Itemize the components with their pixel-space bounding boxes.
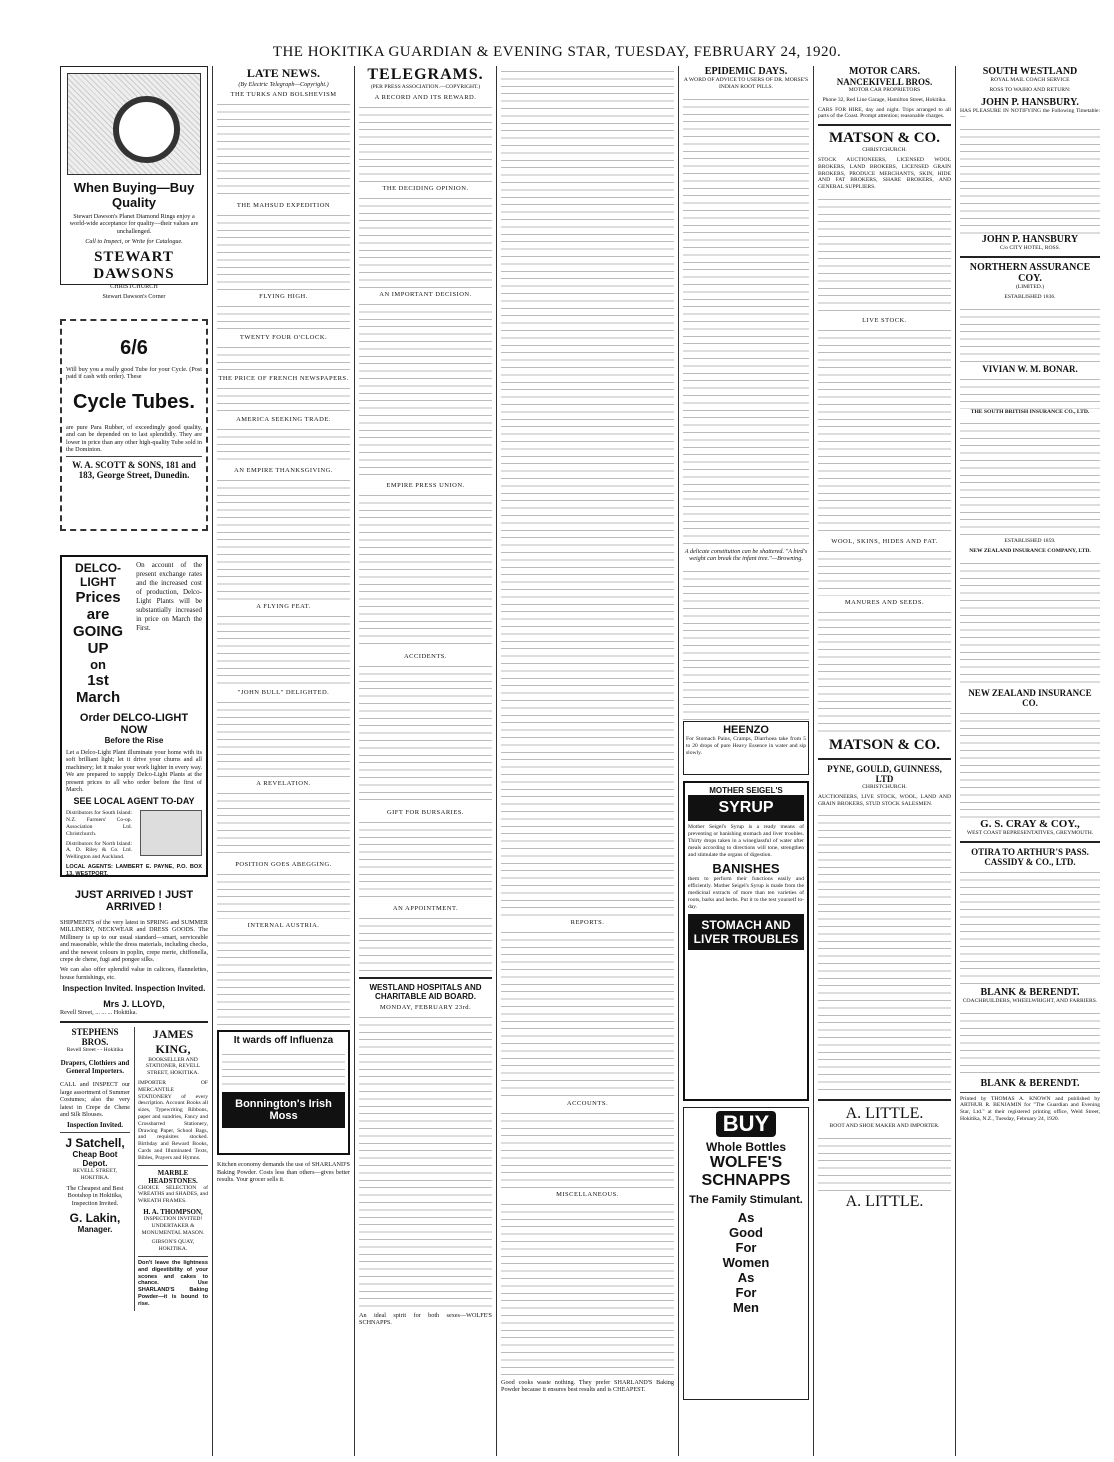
northern-title: NORTHERN ASSURANCE COY. [969, 261, 1091, 284]
pyne-title: PYNE, GOULD, GUINNESS, LTD [827, 763, 942, 784]
late-news-column [217, 66, 350, 1456]
stewart-city: CHRISTCHURCH [110, 282, 158, 290]
news-head: THE MAHSUD EXPEDITION [236, 202, 331, 210]
seigel-syrup: SYRUP [688, 795, 804, 821]
epidemic-column [683, 66, 809, 1456]
matson-city: CHRISTCHURCH. [862, 147, 907, 154]
as-good-line: Good [729, 1225, 763, 1241]
delco-dist-south: Distributors for South Island: N.Z. Farmers' Co-op. Association Ltd. Christchurch. [66, 810, 132, 837]
as-good-line: For [735, 1240, 757, 1256]
satchell-name: J Satchell, [65, 1136, 125, 1151]
stewart-brand: STEWART DAWSONS [93, 248, 175, 282]
cycle-lead: Will buy you a really good Tube for your Cycle. (Post paid if cash with order). These [66, 366, 202, 381]
column-rule [496, 66, 497, 1456]
hansbury-addr: C/o CITY HOTEL, ROSS. [999, 245, 1061, 252]
little-title-2: A. LITTLE. [845, 1193, 924, 1211]
news-head: THE TURKS AND BOLSHEVISM [230, 91, 337, 99]
seigels-syrup-ad [683, 781, 809, 1101]
arrived-name: Mrs J. LLOYD, [103, 999, 165, 1010]
arrived-title: JUST ARRIVED ! JUST ARRIVED ! [74, 889, 194, 913]
marble-body: CHOICE SELECTION of WREATHS and SHADES, and WREATH FRAMES. [138, 1184, 208, 1205]
cray-sub: WEST COAST REPRESENTATIVES, GREYMOUTH. [966, 829, 1094, 836]
imprint: Printed by THOMAS A. KNOWN and published by ARTHUR R. BENJAMIN for "The Guardian and Evening Star, Ltd." at their registered printing office, Weld Street, Hokitika, N.Z., Tuesday, February 24, 1920. [960, 1095, 1100, 1122]
pyne-body: AUCTIONEERS, LIVE STOCK, WOOL, LAND AND GRAIN BROKERS, STUD STOCK SALESMEN. [818, 793, 951, 807]
buy-label: BUY [716, 1111, 776, 1137]
epidemic-title: EPIDEMIC DAYS. [704, 66, 788, 77]
arrived-addr: Revell Street, ... ... ... Hokitika. [60, 1009, 137, 1017]
delco-dist-north: Distributors for North Island: A. D. Riley & Co. Ltd. Wellington and Auckland. [66, 840, 132, 861]
news-head: INTERNAL AUSTRIA. [247, 922, 320, 930]
delco-h2: GOING UP [73, 623, 124, 657]
news-head: FLYING HIGH. [259, 293, 308, 301]
as-good-line: As [737, 1210, 755, 1226]
stephens-addr: Revell Street - - Hokitika [66, 1046, 124, 1053]
live-stock-head: LIVE STOCK. [862, 316, 907, 324]
news-head: AMERICA SEEKING TRADE. [236, 416, 331, 424]
news-head: POSITION GOES ABEGGING. [235, 861, 332, 869]
wool-head: WOOL, SKINS, HIDES AND FAT. [831, 537, 938, 545]
stephens-body: CALL and INSPECT our large assortment of Summer Costumes; also the very latest in Crepe de Chene and Silk Blouses. [60, 1081, 130, 1119]
stewart-body: Stewart Dawson's Planet Diamond Rings enjoy a world-wide acceptance for quality—their values are unchallenged. [69, 213, 199, 235]
as-good-line: Men [733, 1300, 759, 1316]
delco-order: Order DELCO-LIGHT NOW [79, 712, 189, 736]
meeting-date: MONDAY, FEBRUARY 23rd. [379, 1003, 472, 1011]
stephens-trade: Drapers, Clothiers and General Importers. [60, 1059, 130, 1076]
hospital-report-column [501, 66, 674, 1456]
stewart-headline: When Buying—Buy Quality [73, 180, 195, 210]
lakin-manager: Manager. [77, 1225, 113, 1235]
stewart-dawson-ad [60, 66, 208, 301]
nancekivell-name: NANCEKIVELL BROS. [836, 77, 933, 87]
seigel-body: Mother Seigel's Syrup is a ready means of preventing or banishing stomach and liver troubles. Thirty drops taken in a wineglassful of water after meals according to directions will tone, strengthen and stimulate the organs of digestion. [688, 824, 804, 858]
arrived-body2: We can also offer splendid value in calicoes, flannelettes, house furnishings, etc. [60, 966, 208, 981]
hansbury-name: JOHN P. HANSBURY. [981, 96, 1079, 108]
family-stimulant: The Family Stimulant. [689, 1194, 803, 1207]
marble-title: MARBLE HEADSTONES. [148, 1168, 198, 1185]
king-sub: BOOKSELLER AND STATIONER, REVELL STREET, HOKITIKA. [145, 1056, 201, 1077]
cycle-firm: W. A. SCOTT & SONS, 181 and 183, George Street, Dunedin. [72, 460, 196, 481]
ring-illustration [67, 73, 201, 175]
column-rule [212, 66, 213, 1456]
wolfe-notice: An ideal spirit for both sexes—WOLFE'S SCHNAPPS. [359, 1311, 492, 1327]
telegram-head: AN IMPORTANT DECISION. [379, 290, 472, 298]
news-head: THE PRICE OF FRENCH NEWSPAPERS. [218, 375, 349, 383]
telegram-head: THE DECIDING OPINION. [382, 184, 469, 192]
cray-name: G. S. CRAY & COY., [980, 817, 1080, 830]
arrived-body: SHIPMENTS of the very latest in SPRING and SUMMER MILLINERY, NECKWEAR and DRESS GOODS. The Millinery is up to our usual standard—smart, serviceable and reasonable, while the dress materials, including checks, and the newest colours in poplin, crepe merie, chiffonella, crepe de chene, fugi and pongee silks. [60, 919, 208, 964]
accounts-head: ACCOUNTS. [566, 1100, 609, 1107]
wolfes-schnapps-ad [683, 1107, 809, 1400]
epidemic-quote: A delicate constitution can be shattered. "A bird's weight can break the infant tree."—Browning. [684, 547, 808, 562]
otira-title: OTIRA TO ARTHUR'S PASS. CASSIDY & CO., LTD. [971, 846, 1089, 867]
pyne-city: CHRISTCHURCH. [862, 783, 907, 790]
lakin-name: G. Lakin, [69, 1211, 121, 1226]
delco-side: On account of the present exchange rates and the increased cost of production, Delco-Light Plants will be substantially increased in price on March the First. [136, 561, 202, 632]
heenzo-body: For Stomach Pains, Cramps, Diarrhoea take from 5 to 20 drops of pure Heavy Essence in water and sip slowly. [686, 736, 806, 756]
stewart-corner: Stewart Dawson's Corner [102, 293, 166, 301]
blank-berendt-title: BLANK & BERENDT. [980, 986, 1080, 998]
south-british-est: ESTABLISHED 1859. [1004, 538, 1056, 545]
matson-body: STOCK AUCTIONEERS, LICENSED WOOL BROKERS, LAND BROKERS, LICENSED GRAIN BROKERS, PRODUCE MERCHANTS, SKIN, HIDE AND FAT BROKERS, SHARE BROKERS, AND GENERAL SUPPLIERS. [818, 156, 951, 191]
delco-body: Let a Delco-Light Plant illuminate your home with its soft brilliant light; let it drive your churns and all machinery; let it make your work lighter in every way. We are prepared to supply Delco-Light Plants at the present prices to all who order before the first of March. [66, 749, 202, 794]
misc-head: MISCELLANEOUS. [556, 1191, 619, 1198]
delco-plant-illustration [140, 810, 202, 856]
northern-sub: (LIMITED.) [1015, 283, 1045, 290]
northern-est: ESTABLISHED 1836. [1004, 293, 1056, 300]
coach-title: SOUTH WESTLAND [982, 66, 1078, 77]
manures-head: MANURES AND SEEDS. [844, 598, 925, 606]
ring-icon [113, 96, 180, 163]
nancekivell-body: CARS FOR HIRE, day and night. Trips arranged to all parts of the Coast. Prompt attention; reasonable charges. [818, 106, 951, 120]
irish-moss-brand: Bonnington's Irish Moss [222, 1092, 345, 1128]
ads-column-left [60, 66, 208, 1311]
cycle-body: are pure Para Rubber, of exceedingly good quality, and can be depended on to last splendidly. They are lower in price than any other high-quality Tube sold in the Dominion. [66, 423, 202, 454]
wolfes-schnapps: WOLFE'S SCHNAPPS [701, 1154, 791, 1190]
delco-local: LOCAL AGENTS: LAMBERT E. PAYNE, P.O. BOX 13, WESTPORT. [66, 864, 202, 877]
sharland-notice: Don't leave the lightness and digestibility of your scones and cakes to chance. Use SHARLAND'S Baking Powder—it is bound to rise. [138, 1259, 208, 1307]
motor-title: MOTOR CARS. [849, 66, 920, 77]
reports-head: REPORTS. [570, 919, 605, 926]
irish-moss-ad [217, 1030, 350, 1155]
coach-insurance-column [960, 66, 1100, 1456]
coach-sub: ROYAL MAIL COACH SERVICE [990, 77, 1070, 83]
delco-before: Before the Rise [104, 736, 164, 745]
arrived-inspect: Inspection Invited. Inspection Invited. [62, 984, 206, 994]
stock-agents-column [818, 66, 951, 1456]
nancekivell-sub: MOTOR CAR PROPRIETORS [848, 87, 921, 93]
column-rule [955, 66, 956, 1456]
delco-h4: 1st March [75, 672, 121, 706]
late-news-byline: (By Electric Telegraph—Copyright.) [238, 81, 329, 88]
seigel-brand: MOTHER SEIGEL'S [709, 786, 783, 796]
late-news-title: LATE NEWS. [246, 66, 321, 80]
cycle-price: 6/6 [120, 337, 148, 359]
sharland-notice-2: Kitchen economy demands the use of SHARLAND'S Baking Powder. Costs less than others—gives better results. Your grocer sells it. [217, 1161, 350, 1184]
nz-insurance-title-2: NEW ZEALAND INSURANCE CO. [968, 687, 1092, 708]
epidemic-sub: A WORD OF ADVICE TO USERS OF DR. MORSE'S INDIAN ROOT PILLS. [683, 77, 809, 90]
nancekivell-addr: Phone 32, Red Line Garage, Hamilton Street, Hokitika. [822, 96, 947, 103]
blank-berendt-title-2: BLANK & BERENDT. [980, 1077, 1080, 1089]
masthead: THE HOKITIKA GUARDIAN & EVENING STAR, TUESDAY, FEBRUARY 24, 1920. [272, 44, 842, 60]
news-head: AN EMPIRE THANKSGIVING. [234, 467, 333, 475]
nz-insurance-title: NEW ZEALAND INSURANCE COMPANY, LTD. [969, 548, 1091, 555]
delco-h1: Prices are [75, 589, 121, 623]
blank-berendt-sub: COACHBUILDERS, WHEELWRIGHT, AND FARRIERS. [962, 997, 1098, 1004]
telegram-head: ACCIDENTS. [403, 652, 448, 660]
vivian-name: VIVIAN W. M. BONAR. [982, 363, 1078, 374]
satchell-depot: Cheap Boot Depot. [72, 1150, 118, 1169]
satchell-body: The Cheapest and Best Bootshop in Hokitika, Inspection Invited. [66, 1185, 124, 1207]
matson-title: MATSON & CO. [829, 130, 940, 147]
king-title: JAMES KING, [152, 1026, 194, 1056]
telegram-head: AN APPOINTMENT. [392, 904, 459, 912]
news-head: A FLYING FEAT. [256, 603, 311, 611]
cycle-title: Cycle Tubes. [73, 390, 195, 413]
stephens-ad [60, 1027, 130, 1311]
heenzo-ad [683, 721, 809, 775]
satchell-addr: REVELL STREET, HOKITIKA. [72, 1168, 118, 1182]
heenzo-brand: HEENZO [723, 724, 769, 737]
sharland-notice-3: Good cooks waste nothing. They prefer SHARLAND'S Baking Powder because it ensures best results and is CHEAPEST. [501, 1379, 674, 1394]
south-british-title: THE SOUTH BRITISH INSURANCE CO., LTD. [970, 408, 1090, 415]
little-title: A. LITTLE. [845, 1105, 924, 1123]
column-rule [813, 66, 814, 1456]
as-good-line: As [737, 1270, 755, 1286]
lloyd-ad [60, 889, 208, 1017]
thompson-body: INSPECTION INVITED! UNDERTAKER & MONUMENTAL MASON. [141, 1216, 205, 1236]
as-good-line: For [735, 1285, 757, 1301]
hansbury-name-2: JOHN P. HANSBURY [981, 234, 1079, 246]
news-head: A REVELATION. [256, 780, 311, 788]
delco-light-ad [60, 555, 208, 877]
delco-h3: on [90, 657, 106, 672]
delco-brand: DELCO-LIGHT [75, 561, 122, 589]
telegrams-column [359, 66, 492, 1456]
matson-title-2: MATSON & CO. [829, 736, 940, 753]
telegram-head: GIFT FOR BURSARIES. [386, 808, 465, 816]
telegram-head: A RECORD AND ITS REWARD. [374, 93, 477, 101]
thompson-name: H. A. THOMPSON, [143, 1208, 203, 1216]
stephens-inspect: Inspection Invited. [66, 1121, 123, 1130]
gibson-quay: GIBSON'S QUAY, HOKITIKA. [151, 1239, 195, 1253]
whole-bottles: Whole Bottles [706, 1140, 786, 1155]
news-head: TWENTY FOUR O'CLOCK. [239, 334, 328, 342]
column-rule [678, 66, 679, 1456]
cycle-tubes-ad [60, 319, 208, 531]
telegram-head: EMPIRE PRESS UNION. [386, 481, 465, 489]
king-ad [134, 1027, 208, 1311]
king-body: IMPORTER OF MERCANTILE STATIONERY of every description. Account Books all sizes, Typewriting Ribbons, paper and sundries, Fancy and Crossbarred Stationery, Drawing Paper, School Bags, and requisites stocked. Birthday and Reward Books, Cards and Illuminated Texts, Bibles, Prayers and Hymns. [138, 1080, 208, 1161]
coach-route: ROSS TO WAIHO AND RETURN: [989, 86, 1071, 93]
telegrams-title: TELEGRAMS. [367, 66, 484, 83]
seigel-banish-body: them to perform their functions easily and efficiently. Mother Seigel's Syrup is made from the medicinal extracts of more than ten varieties of roots, barks and herbs. Put it to the test yourself to-day. [688, 876, 804, 910]
delco-agent: SEE LOCAL AGENT TO-DAY [73, 796, 195, 807]
irish-moss-tag: It wards off Influenza [233, 1035, 334, 1047]
column-rule [354, 66, 355, 1456]
stephens-title: STEPHENS BROS. [71, 1026, 119, 1047]
news-head: "JOHN BULL" DELIGHTED. [237, 689, 330, 697]
seigel-banishes: BANISHES [712, 861, 780, 877]
hansbury-body: HAS PLEASURE IN NOTIFYING the Following Timetable:— [960, 107, 1100, 121]
little-sub: BOOT AND SHOE MAKER AND IMPORTER. [829, 1123, 940, 1130]
stewart-cta: Call to Inspect, or Write for Catalogue. [85, 238, 183, 246]
as-good-line: Women [722, 1255, 770, 1271]
westland-board-title: WESTLAND HOSPITALS AND CHARITABLE AID BOARD. [369, 982, 482, 1001]
seigel-stomach: STOMACH AND LIVER TROUBLES [688, 914, 804, 950]
telegrams-byline: (PER PRESS ASSOCIATION.—COPYRIGHT.) [370, 84, 481, 90]
